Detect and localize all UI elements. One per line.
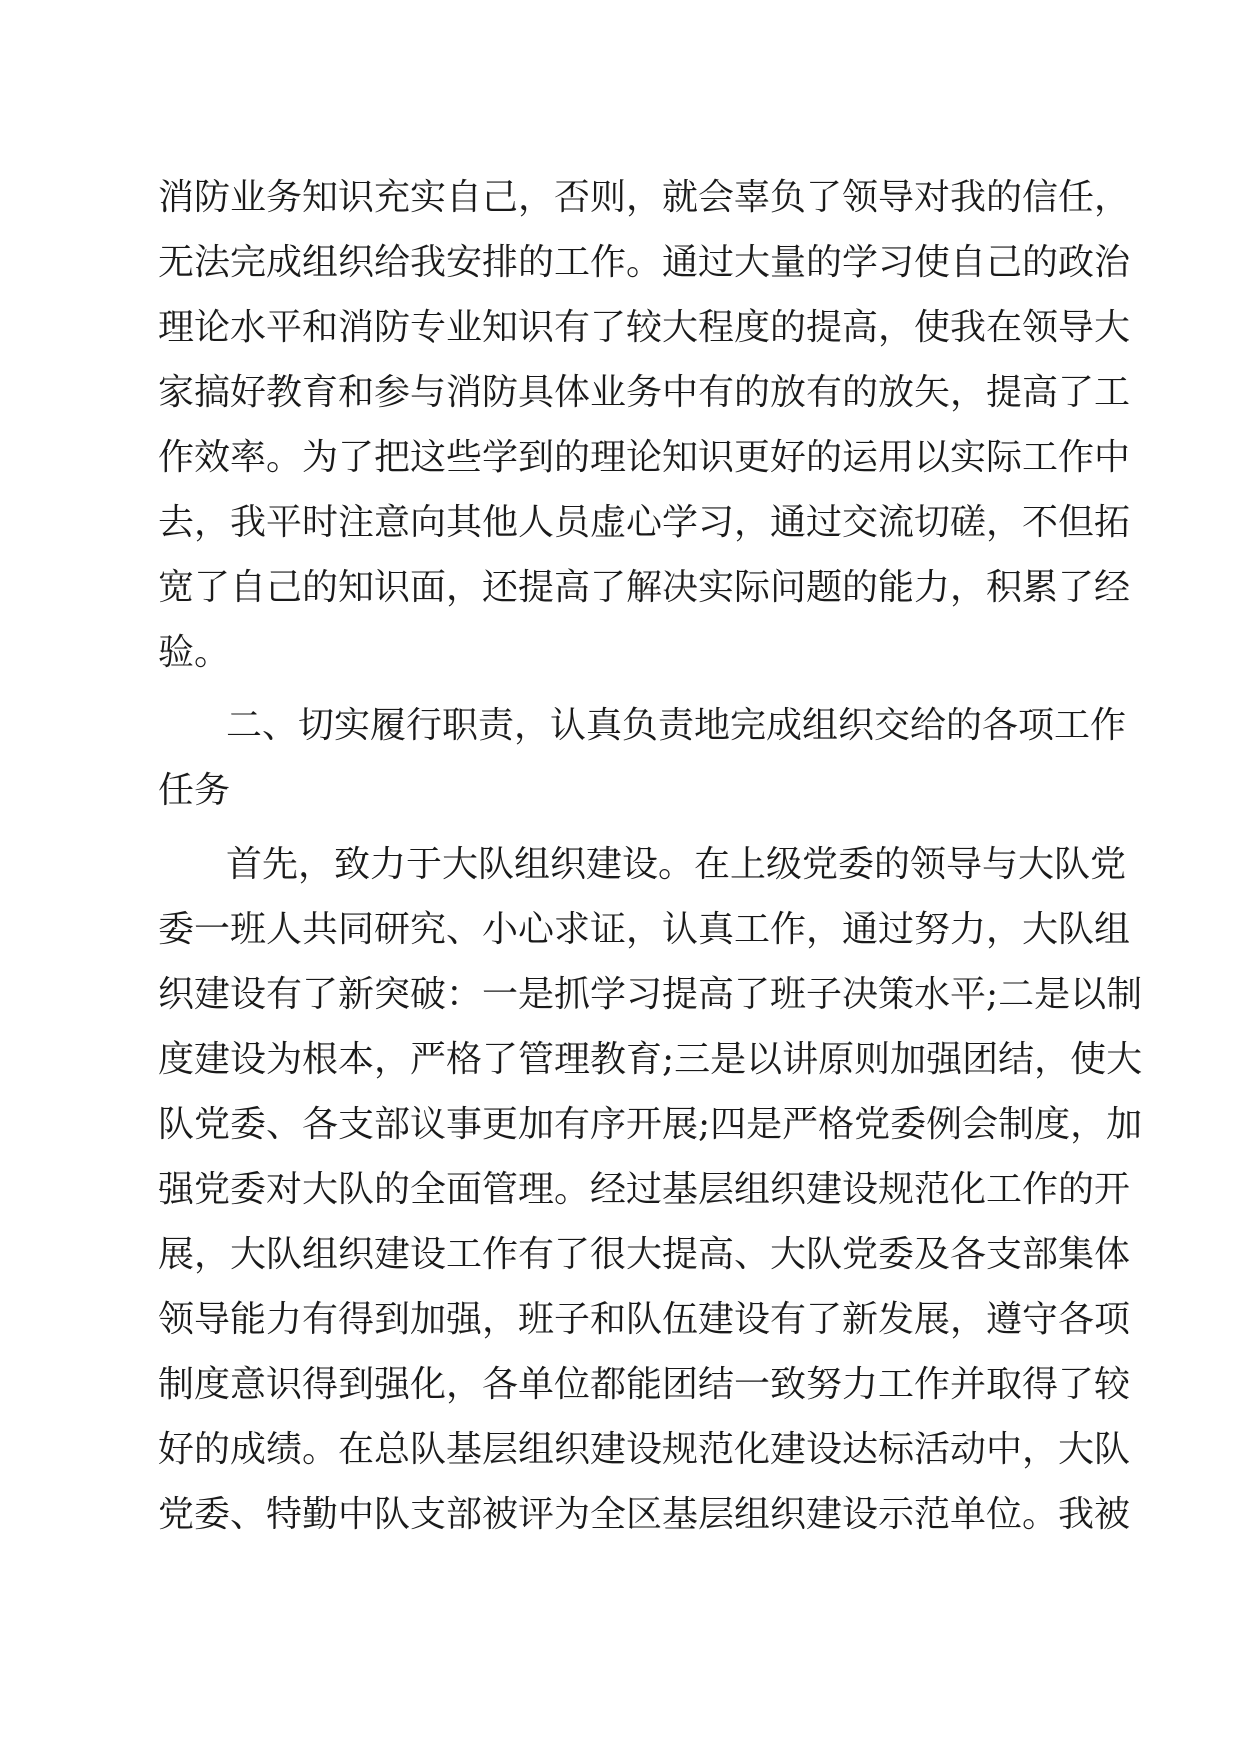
paragraph-line: 无法完成组织给我安排的工作。通过大量的学习使自己的政治 [158, 242, 1131, 283]
paragraph-line: 去，我平时注意向其他人员虚心学习，通过交流切磋，不但拓 [158, 502, 1131, 543]
paragraph-line: 验。 [158, 632, 231, 673]
paragraph-line: 党委、特勤中队支部被评为全区基层组织建设示范单位。我被 [158, 1494, 1131, 1535]
paragraph-line: 领导能力有得到加强，班子和队伍建设有了新发展，遵守各项 [158, 1299, 1131, 1340]
paragraph-line: 消防业务知识充实自己，否则，就会辜负了领导对我的信任， [158, 177, 1131, 218]
section-heading-line: 任务 [158, 770, 231, 811]
section-heading-line: 二、切实履行职责，认真负责地完成组织交给的各项工作 [226, 705, 1127, 746]
paragraph-line: 首先，致力于大队组织建设。在上级党委的领导与大队党 [226, 844, 1127, 885]
paragraph-line: 队党委、各支部议事更加有序开展;四是严格党委例会制度，加 [158, 1104, 1143, 1145]
paragraph-line: 作效率。为了把这些学到的理论知识更好的运用以实际工作中 [158, 437, 1131, 478]
paragraph-line: 宽了自己的知识面，还提高了解决实际问题的能力，积累了经 [158, 567, 1131, 608]
paragraph-line: 展，大队组织建设工作有了很大提高、大队党委及各支部集体 [158, 1234, 1131, 1275]
paragraph-line: 委一班人共同研究、小心求证，认真工作，通过努力，大队组 [158, 909, 1131, 950]
paragraph-line: 度建设为根本，严格了管理教育;三是以讲原则加强团结，使大 [158, 1039, 1143, 1080]
paragraph-line: 好的成绩。在总队基层组织建设规范化建设达标活动中，大队 [158, 1429, 1131, 1470]
paragraph-line: 家搞好教育和参与消防具体业务中有的放有的放矢，提高了工 [158, 372, 1131, 413]
paragraph-line: 织建设有了新突破：一是抓学习提高了班子决策水平;二是以制 [158, 974, 1143, 1015]
paragraph-line: 强党委对大队的全面管理。经过基层组织建设规范化工作的开 [158, 1169, 1131, 1210]
paragraph-line: 理论水平和消防专业知识有了较大程度的提高，使我在领导大 [158, 307, 1131, 348]
paragraph-line: 制度意识得到强化，各单位都能团结一致努力工作并取得了较 [158, 1364, 1131, 1405]
